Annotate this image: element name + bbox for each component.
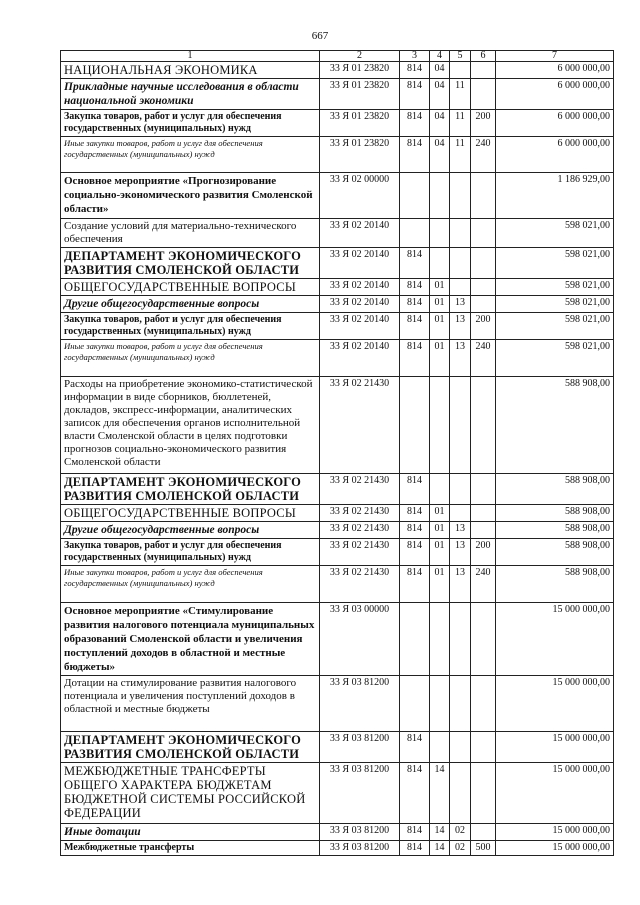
cell-subsection [450, 219, 471, 248]
cell-name: Прикладные научные исследования в области национальной экономики [61, 79, 320, 110]
header-col-1: 1 [61, 51, 320, 62]
table-row [61, 763, 614, 824]
cell-name: Создание условий для материально-технического обеспечения [61, 219, 320, 248]
cell-name: ОБЩЕГОСУДАРСТВЕННЫЕ ВОПРОСЫ [61, 279, 320, 296]
cell-amount: 588 908,00 [496, 522, 614, 539]
cell-expense-type: 200 [471, 539, 496, 566]
table-row [61, 219, 614, 248]
cell-section: 01 [430, 279, 450, 296]
cell-section: 01 [430, 566, 450, 603]
cell-name: ДЕПАРТАМЕНТ ЭКОНОМИЧЕСКОГО РАЗВИТИЯ СМОЛЕНСКОЙ ОБЛАСТИ [61, 248, 320, 279]
cell-expense-type [471, 62, 496, 79]
cell-ministry-code: 814 [400, 340, 430, 377]
cell-expense-type [471, 219, 496, 248]
cell-name: Основное мероприятие «Стимулирование развития налогового потенциала муниципальных образований Смоленской области и увеличения поступлений доходов в областной и местные бюджеты» [61, 603, 320, 676]
table-row [61, 676, 614, 732]
cell-ministry-code: 814 [400, 763, 430, 824]
cell-section: 01 [430, 296, 450, 313]
cell-section: 04 [430, 110, 450, 137]
cell-section: 04 [430, 79, 450, 110]
cell-ministry-code [400, 603, 430, 676]
cell-subsection: 11 [450, 110, 471, 137]
cell-expense-type [471, 279, 496, 296]
cell-ministry-code: 814 [400, 566, 430, 603]
cell-name: Иные закупки товаров, работ и услуг для обеспечения государственных (муниципальных) нужд [61, 340, 320, 377]
table-row [61, 539, 614, 566]
cell-target-code: 33 Я 03 81200 [320, 841, 400, 856]
cell-subsection [450, 603, 471, 676]
cell-amount: 598 021,00 [496, 313, 614, 340]
cell-subsection: 13 [450, 340, 471, 377]
cell-expense-type [471, 377, 496, 474]
cell-target-code: 33 Я 03 81200 [320, 732, 400, 763]
cell-amount: 15 000 000,00 [496, 732, 614, 763]
table-row [61, 79, 614, 110]
cell-expense-type [471, 505, 496, 522]
header-col-5: 5 [450, 51, 471, 62]
cell-amount: 6 000 000,00 [496, 62, 614, 79]
cell-amount: 598 021,00 [496, 248, 614, 279]
cell-name: Иные закупки товаров, работ и услуг для обеспечения государственных (муниципальных) нужд [61, 566, 320, 603]
cell-expense-type [471, 763, 496, 824]
cell-target-code: 33 Я 02 21430 [320, 377, 400, 474]
table-row [61, 377, 614, 474]
cell-subsection: 13 [450, 566, 471, 603]
cell-subsection [450, 474, 471, 505]
cell-ministry-code [400, 676, 430, 732]
table-row [61, 248, 614, 279]
cell-expense-type [471, 296, 496, 313]
cell-name: Межбюджетные трансферты [61, 841, 320, 856]
cell-ministry-code: 814 [400, 79, 430, 110]
cell-section: 01 [430, 539, 450, 566]
cell-ministry-code: 814 [400, 474, 430, 505]
cell-ministry-code: 814 [400, 539, 430, 566]
cell-subsection [450, 763, 471, 824]
cell-target-code: 33 Я 03 81200 [320, 763, 400, 824]
cell-amount: 1 186 929,00 [496, 173, 614, 219]
table-row [61, 313, 614, 340]
cell-amount: 598 021,00 [496, 296, 614, 313]
header-col-6: 6 [471, 51, 496, 62]
cell-expense-type: 240 [471, 566, 496, 603]
cell-expense-type [471, 824, 496, 841]
cell-subsection: 13 [450, 313, 471, 340]
cell-subsection [450, 676, 471, 732]
cell-section: 04 [430, 137, 450, 173]
cell-ministry-code: 814 [400, 313, 430, 340]
cell-subsection: 13 [450, 539, 471, 566]
cell-amount: 588 908,00 [496, 377, 614, 474]
cell-subsection: 11 [450, 137, 471, 173]
table-row [61, 603, 614, 676]
cell-subsection [450, 62, 471, 79]
cell-section [430, 219, 450, 248]
cell-name: ОБЩЕГОСУДАРСТВЕННЫЕ ВОПРОСЫ [61, 505, 320, 522]
cell-amount: 15 000 000,00 [496, 603, 614, 676]
cell-section [430, 732, 450, 763]
cell-section [430, 603, 450, 676]
cell-subsection [450, 279, 471, 296]
cell-ministry-code: 814 [400, 522, 430, 539]
cell-ministry-code [400, 377, 430, 474]
cell-name: НАЦИОНАЛЬНАЯ ЭКОНОМИКА [61, 62, 320, 79]
cell-name: Другие общегосударственные вопросы [61, 296, 320, 313]
cell-subsection [450, 505, 471, 522]
budget-table [60, 50, 614, 856]
cell-target-code: 33 Я 02 20140 [320, 279, 400, 296]
page-number: 667 [311, 30, 329, 42]
cell-ministry-code: 814 [400, 137, 430, 173]
cell-ministry-code: 814 [400, 62, 430, 79]
cell-subsection: 13 [450, 296, 471, 313]
table-row [61, 732, 614, 763]
cell-expense-type: 240 [471, 340, 496, 377]
table-row [61, 279, 614, 296]
cell-section [430, 377, 450, 474]
cell-ministry-code: 814 [400, 732, 430, 763]
cell-name: ДЕПАРТАМЕНТ ЭКОНОМИЧЕСКОГО РАЗВИТИЯ СМОЛЕНСКОЙ ОБЛАСТИ [61, 732, 320, 763]
cell-ministry-code [400, 219, 430, 248]
cell-section [430, 173, 450, 219]
cell-section [430, 474, 450, 505]
cell-name: Закупка товаров, работ и услуг для обеспечения государственных (муниципальных) нужд [61, 313, 320, 340]
cell-amount: 598 021,00 [496, 340, 614, 377]
cell-target-code: 33 Я 02 00000 [320, 173, 400, 219]
cell-target-code: 33 Я 02 20140 [320, 248, 400, 279]
cell-target-code: 33 Я 02 21430 [320, 474, 400, 505]
cell-expense-type: 240 [471, 137, 496, 173]
cell-target-code: 33 Я 01 23820 [320, 79, 400, 110]
header-col-2: 2 [320, 51, 400, 62]
cell-target-code: 33 Я 01 23820 [320, 62, 400, 79]
cell-section: 01 [430, 505, 450, 522]
table-row [61, 841, 614, 856]
cell-target-code: 33 Я 02 21430 [320, 505, 400, 522]
cell-ministry-code: 814 [400, 110, 430, 137]
cell-name: Иные дотации [61, 824, 320, 841]
cell-expense-type: 200 [471, 313, 496, 340]
cell-expense-type: 500 [471, 841, 496, 856]
column-number-row [61, 51, 614, 62]
cell-section [430, 676, 450, 732]
cell-target-code: 33 Я 01 23820 [320, 110, 400, 137]
cell-name: Закупка товаров, работ и услуг для обеспечения государственных (муниципальных) нужд [61, 539, 320, 566]
table-row [61, 296, 614, 313]
cell-expense-type [471, 248, 496, 279]
cell-amount: 15 000 000,00 [496, 824, 614, 841]
cell-amount: 588 908,00 [496, 566, 614, 603]
cell-expense-type: 200 [471, 110, 496, 137]
cell-target-code: 33 Я 02 20140 [320, 296, 400, 313]
cell-name: МЕЖБЮДЖЕТНЫЕ ТРАНСФЕРТЫ ОБЩЕГО ХАРАКТЕРА БЮДЖЕТАМ БЮДЖЕТНОЙ СИСТЕМЫ РОССИЙСКОЙ ФЕДЕРАЦИИ [61, 763, 320, 824]
cell-expense-type [471, 79, 496, 110]
cell-target-code: 33 Я 03 81200 [320, 824, 400, 841]
cell-target-code: 33 Я 03 81200 [320, 676, 400, 732]
cell-name: Расходы на приобретение экономико-статистической информации в виде сборников, бюллетеней, докладов, экспресс-информации, аналитических записок для обеспечения органов исполнительной власти Смоленской области в целях подготовки прогнозов социально-экономического развития Смоленской области [61, 377, 320, 474]
cell-amount: 15 000 000,00 [496, 841, 614, 856]
cell-amount: 15 000 000,00 [496, 676, 614, 732]
header-col-3: 3 [400, 51, 430, 62]
cell-ministry-code: 814 [400, 505, 430, 522]
cell-target-code: 33 Я 03 00000 [320, 603, 400, 676]
cell-target-code: 33 Я 02 21430 [320, 522, 400, 539]
cell-amount: 6 000 000,00 [496, 79, 614, 110]
cell-target-code: 33 Я 02 20140 [320, 340, 400, 377]
cell-name: Закупка товаров, работ и услуг для обеспечения государственных (муниципальных) нужд [61, 110, 320, 137]
cell-name: ДЕПАРТАМЕНТ ЭКОНОМИЧЕСКОГО РАЗВИТИЯ СМОЛЕНСКОЙ ОБЛАСТИ [61, 474, 320, 505]
table-row [61, 110, 614, 137]
cell-amount: 6 000 000,00 [496, 110, 614, 137]
table-row [61, 824, 614, 841]
cell-subsection: 02 [450, 841, 471, 856]
table-row [61, 62, 614, 79]
cell-target-code: 33 Я 01 23820 [320, 137, 400, 173]
cell-name: Другие общегосударственные вопросы [61, 522, 320, 539]
cell-amount: 598 021,00 [496, 279, 614, 296]
cell-section [430, 248, 450, 279]
cell-subsection [450, 732, 471, 763]
table-row [61, 522, 614, 539]
cell-amount: 598 021,00 [496, 219, 614, 248]
cell-ministry-code [400, 173, 430, 219]
table-row [61, 340, 614, 377]
table-row [61, 137, 614, 173]
cell-section: 04 [430, 62, 450, 79]
cell-expense-type [471, 474, 496, 505]
table-row [61, 173, 614, 219]
table-row [61, 566, 614, 603]
cell-expense-type [471, 732, 496, 763]
cell-expense-type [471, 522, 496, 539]
cell-ministry-code: 814 [400, 248, 430, 279]
cell-amount: 588 908,00 [496, 474, 614, 505]
table-body [61, 51, 614, 856]
cell-amount: 588 908,00 [496, 539, 614, 566]
cell-amount: 6 000 000,00 [496, 137, 614, 173]
cell-ministry-code: 814 [400, 296, 430, 313]
cell-section: 01 [430, 313, 450, 340]
cell-expense-type [471, 173, 496, 219]
cell-subsection [450, 377, 471, 474]
header-col-4: 4 [430, 51, 450, 62]
cell-section: 01 [430, 340, 450, 377]
table-row [61, 474, 614, 505]
cell-name: Иные закупки товаров, работ и услуг для обеспечения государственных (муниципальных) нужд [61, 137, 320, 173]
cell-subsection [450, 173, 471, 219]
table-row [61, 505, 614, 522]
cell-target-code: 33 Я 02 20140 [320, 219, 400, 248]
cell-section: 14 [430, 841, 450, 856]
cell-subsection [450, 248, 471, 279]
cell-target-code: 33 Я 02 20140 [320, 313, 400, 340]
cell-amount: 15 000 000,00 [496, 763, 614, 824]
cell-name: Дотации на стимулирование развития налогового потенциала и увеличения поступлений доходов в областной и местные бюджеты [61, 676, 320, 732]
cell-ministry-code: 814 [400, 279, 430, 296]
cell-ministry-code: 814 [400, 824, 430, 841]
cell-subsection: 13 [450, 522, 471, 539]
cell-section: 14 [430, 763, 450, 824]
header-col-7: 7 [496, 51, 614, 62]
cell-target-code: 33 Я 02 21430 [320, 566, 400, 603]
cell-expense-type [471, 676, 496, 732]
cell-target-code: 33 Я 02 21430 [320, 539, 400, 566]
cell-amount: 588 908,00 [496, 505, 614, 522]
cell-ministry-code: 814 [400, 841, 430, 856]
cell-section: 01 [430, 522, 450, 539]
cell-name: Основное мероприятие «Прогнозирование социально-экономического развития Смоленской области» [61, 173, 320, 219]
cell-expense-type [471, 603, 496, 676]
cell-section: 14 [430, 824, 450, 841]
cell-subsection: 11 [450, 79, 471, 110]
cell-subsection: 02 [450, 824, 471, 841]
